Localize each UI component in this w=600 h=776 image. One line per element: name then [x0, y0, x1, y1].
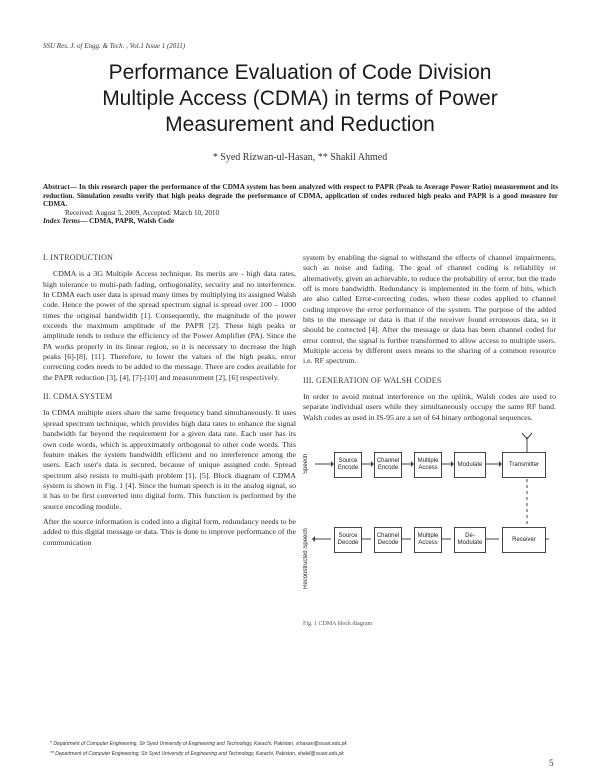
paragraph: After the source information is coded into a digital form, redundancy needs to be added to this digital message or data. This is done to improve performance of the communication — [43, 516, 296, 547]
section-heading-introduction: I. INTRODUCTION — [43, 253, 114, 262]
page-number: 5 — [549, 758, 554, 768]
reconstructed-speech-label: Reconstructed Speech — [303, 528, 309, 590]
paragraph: In CDMA multiple users share the same frequency band simultaneously. It uses spread spectrum technique, which provides high data rates to enhance the signal bandwidth far beyond the requirement for a given data rate. Each user has its own code words, which is approximately orthogonal to other code words. This feature makes the system bandwidth efficient and no interference among the users. Each user's data is secured, because of unique assigned code. Spread spectrum also resists to multi-path problem [1], [5]. Block diagram of CDMA system is shown in Fig. 1 [4]. Since the human speech is in the analog signal, so it has to be first converted into digital form. This function is performed by the source encoding module. — [43, 408, 296, 511]
authors: * Syed Rizwan-ul-Hasan, ** Shakil Ahmed — [212, 152, 388, 163]
source-encode-block: Source Encode — [334, 452, 362, 478]
footnotes — [50, 739, 550, 759]
section-heading-walsh-codes: III. GENERATION OF WALSH CODES — [303, 375, 442, 385]
paper-title — [40, 60, 560, 138]
figure-caption: Fig. 1 CDMA block diagram — [303, 621, 373, 628]
speech-label: Speech — [303, 453, 309, 475]
transmitter-block: Transmitter — [502, 452, 546, 478]
paragraph: In order to avoid mutual interference on the uplink, Walsh codes are used to separate individual users while they simultaneously occupy the same RF band. Walsh codes as used in IS-95 are a set of 64 binary orthogonal sequences. — [303, 392, 556, 422]
journal-header: SSU Res. J. of Engg. & Tech. , Vol.1 Issue 1 (2011) — [43, 42, 186, 50]
title-line: Multiple Access (CDMA) in terms of Power — [102, 87, 498, 110]
cdma-block-diagram — [303, 429, 556, 628]
received-dates: Received: August 5, 2009, Accepted: March 10, 2010 — [65, 208, 220, 217]
right-column — [303, 253, 556, 628]
footnote: ** Department of Computer Engineering, Sir Syed University of Engineering and Technology, Karachi, Pakistan, shakil@ssuet.edu.pk — [50, 751, 344, 757]
multiple-access-block: Multiple Access — [414, 452, 442, 478]
index-terms-values: — CDMA, PAPR, Walsh Code — [80, 217, 175, 226]
multiple-access-rx-block: Multiple Access — [414, 527, 442, 553]
receiver-block: Receiver — [502, 527, 546, 553]
channel-decode-block: Channel Decode — [374, 527, 402, 553]
abstract-block — [43, 183, 558, 226]
title-line: Measurement and Reduction — [165, 113, 435, 136]
paragraph: CDMA is a 3G Multiple Access technique. Its merits are - high data rates, high tolerance to multi-path fading, orthogonality, security and no interference. In CDMA each user data is spread many times by multiplying its assigned Walsh code. Hence the power of the spread spectrum signal is spread over 100 – 1000 times the original bandwidth [1]. Consequently, the magnitude of the power exceeds the maximum amplitude of the PAPR [2]. These high peaks or amplitude tends to reduce the efficiency of the Power Amplifier (PA). Since the PA works properly in its linear region, so it is necessary to decrease the high peaks [6]-[8], [11]. Therefore, to lower the values of the high peaks, error correcting codes needs to be added to the message. There are codes available for the PAPR reduction [3], [4], [7]-[10] and measurement [2], [6] respectively. — [43, 269, 296, 382]
channel-encode-block: Channel Encode — [374, 452, 402, 478]
source-decode-block: Source Decode — [334, 527, 362, 553]
footnote: * Department of Computer Engineering, Sir Syed University of Engineering and Technology, Karachi, Pakistan, srhasan@ssuet.edu.pk — [50, 741, 347, 747]
paragraph: system by enabling the signal to withstand the effects of channel impairments, such as noise and fading. The goal of channel coding is reliability or alternatively, given an achievable, to reduce the probability of error, but the trade off is more bandwidth. Redundancy is implemented in the form of bits, which are also called Error-correcting codes, when these codes applied to channel coding improve the error performance of the system. The purpose of the added bits to the message or data is that if the receiver found erroneous data, so it should be corrected [4]. After the message or data has been channel coded for error control, the signal is further transformed to allow access to multiple users. Multiple access by different users means to the sharing of a common resource i.e. RF spectrum. — [303, 253, 556, 366]
left-column — [43, 253, 296, 548]
index-terms — [43, 217, 558, 226]
section-heading-cdma-system: II. CDMA SYSTEM — [43, 392, 113, 402]
modulate-block: Modulate — [454, 452, 486, 478]
demodulate-block: De-Modulate — [454, 527, 486, 553]
abstract-text: Abstract— In this research paper the performance of the CDMA system has been analyzed with respect to PAPR (Peak to Average Power Ratio) measurement and its reduction. Simulation results verify that high peaks degrade the performance of CDMA, application of codes reduced high peaks and PAPR is a good measure for CDMA. — [43, 183, 558, 209]
title-line: Performance Evaluation of Code Division — [108, 61, 492, 84]
index-terms-label: Index Terms — [43, 217, 81, 226]
